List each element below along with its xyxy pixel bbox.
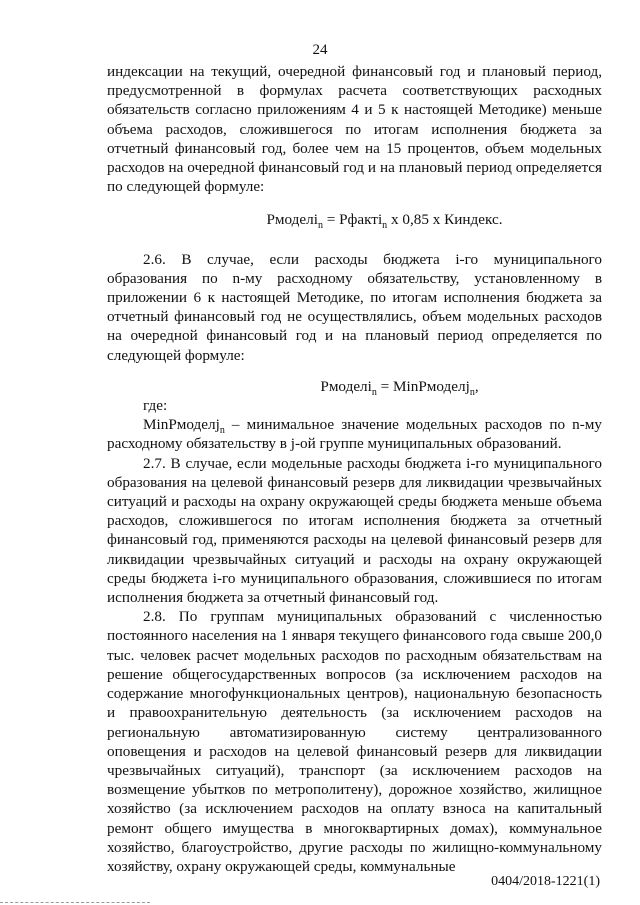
formula-2-rhs: = MinРмоделj [376, 377, 470, 395]
paragraph-2-6: 2.6. В случае, если расходы бюджета і-го муниципального образования по n-му расходному обязательству, установленному в приложении 6 к настоящей Методике, по итогам исполнения бюджета за отчетный финансовый год не осуществлялись, объем модельных расходов на очередной финансовый год и на плановый период определяется по следующей формуле: [107, 250, 602, 364]
formula-2-lhs: Рмоделі [320, 377, 372, 395]
where-text: – минимальное значение модельных расходов по n-му расходному обязательству в j-ой группе муниципальных образований. [107, 416, 602, 453]
formula-2-lhs-sub: n [371, 386, 377, 398]
formula-1-mid-sub: n [382, 220, 388, 232]
scan-edge-divider [0, 901, 150, 903]
paragraph-2-7: 2.7. В случае, если модельные расходы бюджета і-го муниципального образования на целевой финансовый резерв для ликвидации чрезвычайных ситуаций и расходы на охрану окружающей среды бюджета меньше объема расходов, сложившегося по итогам исполнения бюджета за отчетный финансовый год, применяются расходы на целевой финансовый резерв для ликвидации чрезвычайных ситуаций и расходы на охрану окружающей среды бюджета і-го муниципального образования, сложившиеся по итогам исполнения бюджета за отчетный финансовый год. [107, 454, 602, 607]
formula-2-rhs-sub: n [469, 386, 475, 398]
formula-1-lhs-sub: n [317, 220, 323, 232]
where-term-sub: n [219, 425, 225, 437]
formula-1-mid: = Рфакті [322, 211, 383, 229]
where-definition [107, 415, 602, 453]
formula-2-tail: , [474, 377, 479, 395]
where-label: где: [143, 397, 168, 415]
formula-1-rhs: х 0,85 х Киндекс. [387, 211, 503, 229]
document-body [107, 62, 602, 876]
where-term: MinРмоделj [143, 416, 220, 434]
document-code: 0404/2018-1221(1) [491, 874, 600, 889]
formula-2 [107, 377, 602, 396]
formula-1 [107, 210, 602, 232]
page-number: 24 [312, 42, 328, 58]
paragraph-intro: индексации на текущий, очередной финансовый год и плановый период, предусмотренной в формулах расчета соответствующих расходных обязательств согласно приложениям 4 и 5 к настоящей Методике) меньше объема расходов, сложившегося по итогам исполнения бюджета за отчетный финансовый год, более чем на 15 процентов, объем модельных расходов на очередной финансовый год и на плановый период определяется по следующей формуле: [107, 63, 602, 196]
paragraph-2-8: 2.8. По группам муниципальных образований с численностью постоянного населения на 1 января текущего финансового года свыше 200,0 тыс. человек расчет модельных расходов по расходным обязательствам на решение общегосударственных вопросов (за исключением расходов на содержание многофункциональных центров), национальную безопасность и правоохранительную деятельность (за исключением расходов на региональную автоматизированную систему централизованного оповещения и расходов на целевой финансовый резерв для ликвидации чрезвычайных ситуаций), транспорт (за исключением расходов на возмещение убытков по метрополитену), дорожное хозяйство, жилищное хозяйство (за исключением расходов на оплату взноса на капитальный ремонт общего имущества в многоквартирных домах), коммунальное хозяйство, благоустройство, другие расходы по жилищно-коммунальному хозяйству, охрану окружающей среды, коммунальные [107, 608, 602, 875]
formula-1-lhs: Рмоделі [266, 211, 318, 229]
